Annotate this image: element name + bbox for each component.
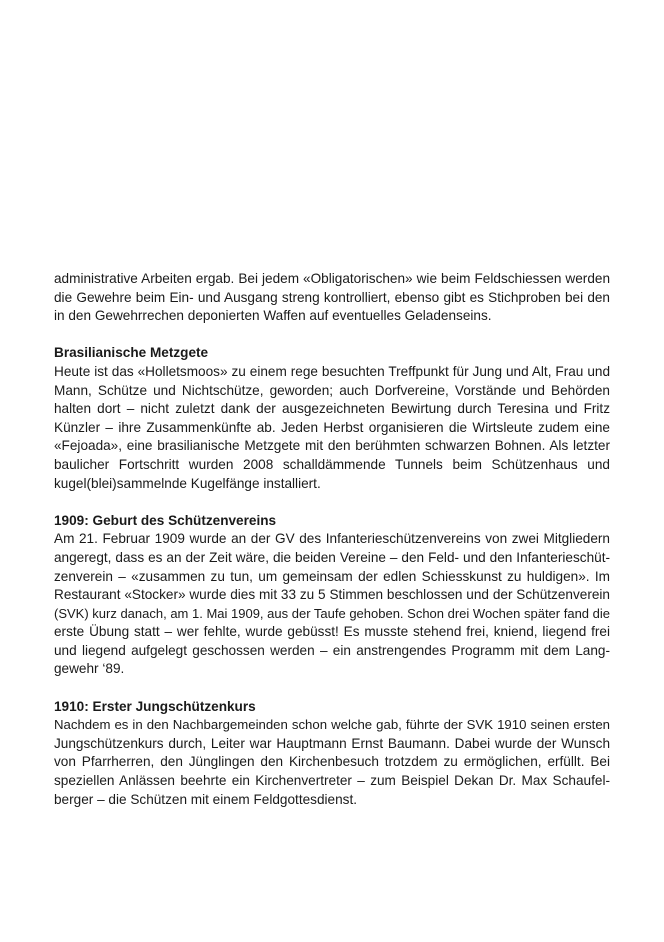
text-line: Künzler – ihre Zusammenkünfte ab. Jeden Herbst organisieren die Wirtsleute zudem eine — [54, 419, 610, 435]
text-line: die Gewehre beim Ein- und Ausgang streng kontrolliert, ebenso gibt es Stichproben bei den — [54, 289, 610, 305]
text-line: angeregt, dass es an der Zeit wäre, die beiden Vereine – den Feld- und den Infanterieschüt- — [54, 549, 610, 565]
section-brasilianische-metzgete — [54, 344, 610, 493]
text-line: halten dort – nicht zuletzt dank der ausgezeichneten Bewirtung durch Teresina und Fritz — [54, 401, 610, 417]
section-heading: 1909: Geburt des Schützenvereins — [54, 512, 277, 528]
text-line: zenverein – «zusammen zu tun, um gemeinsam der edlen Schiesskunst zu huldigen». Im — [54, 568, 610, 584]
text-line: von Pfarrherren, den Jünglingen den Kirchenbesuch trotzdem zu ermöglichen, erfüllt. Bei — [54, 754, 610, 770]
text-line: (SVK) kurz danach, am 1. Mai 1909, aus der Taufe gehoben. Schon drei Wochen später fand die — [54, 605, 610, 621]
text-line: Jungschützenkurs durch, Leiter war Hauptmann Ernst Baumann. Dabei wurde der Wunsch — [54, 735, 610, 751]
text-line: Nachdem es in den Nachbargemeinden schon welche gab, führte der SVK 1910 seinen ersten — [54, 717, 610, 733]
section-paragraph — [54, 530, 610, 679]
section-heading: Brasilianische Metzgete — [54, 345, 209, 361]
text-line: berger – die Schützen mit einem Feldgottesdienst. — [54, 791, 358, 807]
text-line: kugel(blei)sammelnde Kugelfänge installiert. — [54, 475, 321, 491]
section-heading: 1910: Erster Jungschützenkurs — [54, 698, 256, 714]
text-line: Restaurant «Stocker» wurde dies mit 33 zu 5 Stimmen beschlossen und der Schützenverein — [54, 587, 610, 603]
text-line: in den Gewehrrechen deponierten Waffen auf eventuelles Geladenseins. — [54, 308, 492, 324]
text-line: Am 21. Februar 1909 wurde an der GV des Infanterieschützenvereins von zwei Mitgliedern — [54, 531, 610, 547]
text-line: baulicher Fortschritt wurden 2008 schalldämmende Tunnels beim Schützenhaus und — [54, 456, 610, 472]
section-geburt-schuetzenverein — [54, 512, 610, 679]
text-line: speziellen Anlässen beehrte ein Kirchenvertreter – zum Beispiel Dekan Dr. Max Schaufel- — [54, 773, 610, 789]
section-paragraph — [54, 716, 610, 809]
text-line: Mann, Schütze und Nichtschütze, geworden; auch Dorfvereine, Vorstände und Behörden — [54, 382, 610, 398]
document-page — [54, 270, 610, 809]
text-line: Heute ist das «Holletsmoos» zu einem rege besuchten Treffpunkt für Jung und Alt, Frau und — [54, 363, 610, 379]
text-line: administrative Arbeiten ergab. Bei jedem «Obligatorischen» wie beim Feldschiessen werden — [54, 271, 610, 286]
text-line: und liegend aufgelegt geschossen werden – ein anstrengendes Programm mit dem Lang- — [54, 642, 610, 658]
text-line: gewehr ‘89. — [54, 661, 125, 677]
section-erster-jungschuetzenkurs — [54, 698, 610, 810]
section-paragraph — [54, 363, 610, 493]
text-line: «Fejoada», eine brasilianische Metzgete mit den berühmten schwarzen Bohnen. Als letzter — [54, 438, 610, 454]
intro-paragraph — [54, 270, 610, 326]
text-line: erste Übung statt – wer fehlte, wurde gebüsst! Es musste stehend frei, kniend, liegend frei — [54, 624, 610, 640]
